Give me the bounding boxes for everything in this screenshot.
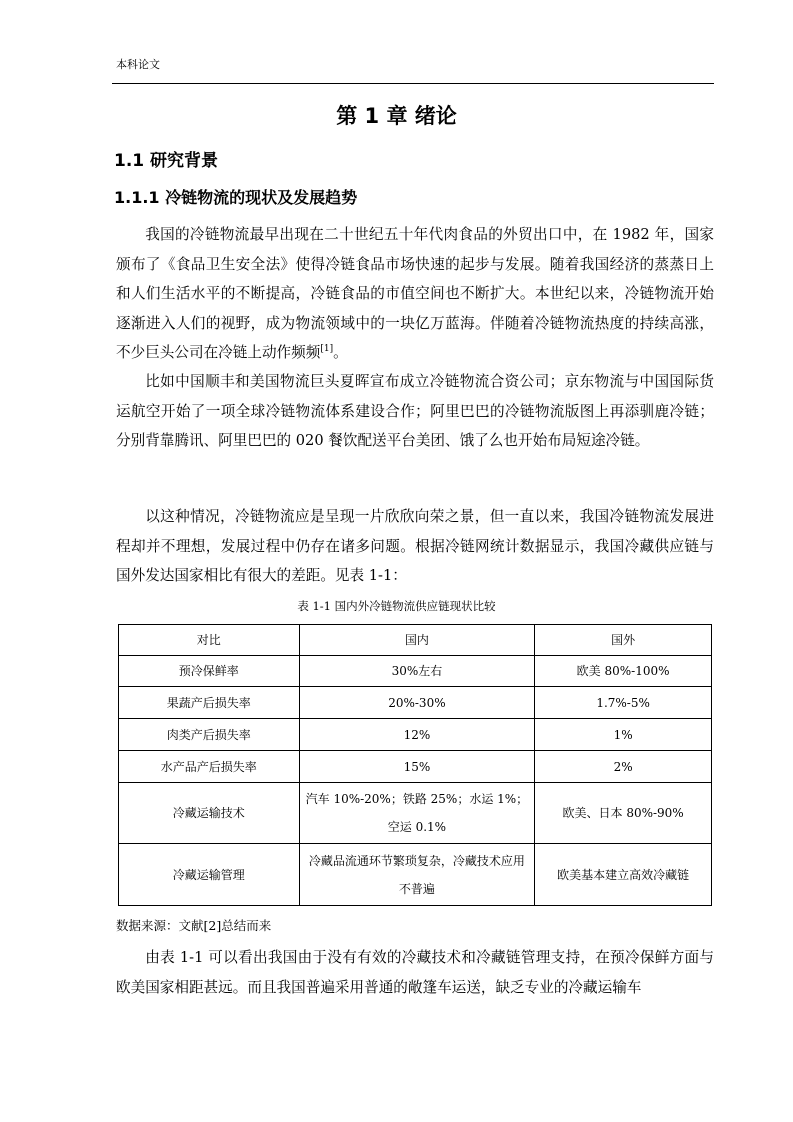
table-cell: 果蔬产后损失率 (119, 687, 300, 719)
section-title: 1.1 研究背景 (114, 151, 219, 171)
table-cell: 冷藏运输技术 (119, 783, 300, 844)
table-cell: 15% (299, 751, 535, 783)
table-cell: 肉类产后损失率 (119, 719, 300, 751)
paragraph-1-end: 。 (333, 344, 348, 361)
paragraph-1 (116, 220, 714, 368)
table-cell: 20%-30% (299, 687, 535, 719)
table-source-note: 数据来源：文献[2]总结而来 (116, 918, 272, 933)
table-cell: 欧美 80%-100% (535, 656, 712, 687)
subsection-title: 1.1.1 冷链物流的现状及发展趋势 (114, 188, 358, 207)
chapter-title: 第 1 章 绪论 (336, 104, 457, 128)
table-cell: 30%左右 (299, 656, 535, 687)
comparison-table (118, 624, 712, 906)
table-row (119, 656, 712, 687)
paragraph-3: 以这种情况，冷链物流应是呈现一片欣欣向荣之景，但一直以来，我国冷链物流发展进程却并不理想，发展过程中仍存在诸多问题。根据冷链网统计数据显示，我国冷藏供应链与国外发达国家相比有很大的差距。见表 1-1： (116, 508, 714, 584)
table-header-cell: 对比 (119, 625, 300, 656)
running-header: 本科论文 (116, 58, 160, 71)
table-cell: 水产品产后损失率 (119, 751, 300, 783)
table-cell: 冷藏品流通环节繁琐复杂，冷藏技术应用不普遍 (299, 844, 535, 906)
paragraph-2: 比如中国顺丰和美国物流巨头夏晖宣布成立冷链物流合资公司；京东物流与中国国际货运航空开始了一项全球冷链物流体系建设合作；阿里巴巴的冷链物流版图上再添驯鹿冷链；分别背靠腾讯、阿里巴巴的 020 餐饮配送平台美团、饿了么也开始布局短途冷链。 (116, 373, 714, 449)
table-cell: 2% (535, 751, 712, 783)
table-row (119, 783, 712, 844)
table-cell: 欧美基本建立高效冷藏链 (535, 844, 712, 906)
table-header-cell: 国内 (299, 625, 535, 656)
table-header-row (119, 625, 712, 656)
citation-1[interactable]: [1] (320, 344, 334, 355)
table-cell: 冷藏运输管理 (119, 844, 300, 906)
table-cell: 预冷保鲜率 (119, 656, 300, 687)
table-header-cell: 国外 (535, 625, 712, 656)
table-row (119, 719, 712, 751)
table-cell: 汽车 10%-20%；铁路 25%；水运 1%；空运 0.1% (299, 783, 535, 844)
paragraph-4: 由表 1-1 可以看出我国由于没有有效的冷藏技术和冷藏链管理支持，在预冷保鲜方面与欧美国家相距甚远。而且我国普遍采用普通的敞篷车运送，缺乏专业的冷藏运输车 (116, 949, 714, 996)
table-caption: 表 1-1 国内外冷链物流供应链现状比较 (297, 599, 496, 613)
table-cell: 欧美、日本 80%-90% (535, 783, 712, 844)
table-cell: 1.7%-5% (535, 687, 712, 719)
table-cell: 12% (299, 719, 535, 751)
table-row (119, 844, 712, 906)
header-rule (112, 83, 714, 84)
table-cell: 1% (535, 719, 712, 751)
paragraph-1-text: 我国的冷链物流最早出现在二十世纪五十年代肉食品的外贸出口中，在 1982 年，国家颁布了《食品卫生安全法》使得冷链食品市场快速的起步与发展。随着我国经济的蒸蒸日上和人们生活水平的不断提高，冷链食品的市值空间也不断扩大。本世纪以来，冷链物流开始逐渐进入人们的视野，成为物流领域中的一块亿万蓝海。伴随着冷链物流热度的持续高涨，不少巨头公司在冷链上动作频频 (116, 226, 714, 361)
table-row (119, 687, 712, 719)
table-row (119, 751, 712, 783)
